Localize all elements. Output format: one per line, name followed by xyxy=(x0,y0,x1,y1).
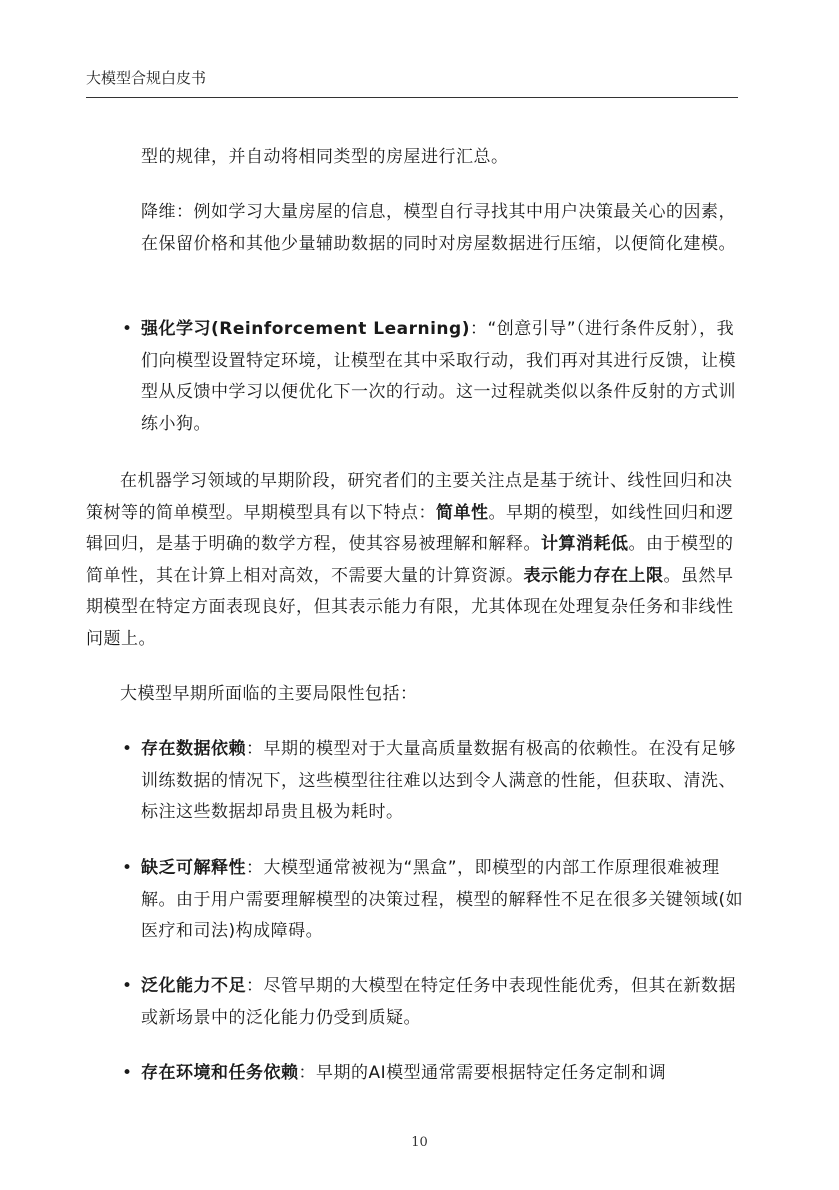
paragraph-dimension-reduction xyxy=(141,197,747,260)
paragraph-text: 。早期的模型，如线性回归和逻辑回归，是基于明确的数学方程，使其容易被理解和解释。 xyxy=(86,502,734,554)
paragraph-early-models xyxy=(86,466,748,655)
bullet-title: 强化学习(Reinforcement Learning) xyxy=(141,319,470,339)
emphasis-simplicity: 简单性 xyxy=(436,502,489,523)
bullet-title: 缺乏可解释性 xyxy=(141,858,246,878)
bullet-marker: • xyxy=(122,739,133,759)
paragraph-text: 型的规律，并自动将相同类型的房屋进行汇总。 xyxy=(141,147,509,167)
bullet-marker: • xyxy=(122,858,133,878)
paragraph-text: 。由于模型的简单性，其在计算上相对高效，不需要大量的计算资源。 xyxy=(86,534,734,586)
bullet-text: ：早期的模型对于大量高质量数据有极高的依赖性。在没有足够训练数据的情况下，这些模型往往难以达到令人满意的性能，但获取、清洗、标注这些数据却昂贵且极为耗时。 xyxy=(141,739,736,822)
bullet-text: ：早期的AI模型通常需要根据特定任务定制和调 xyxy=(298,1063,667,1083)
header-divider xyxy=(86,97,738,98)
bullet-marker: • xyxy=(122,319,133,339)
bullet-interpretability xyxy=(122,853,747,948)
paragraph-clustering-continued xyxy=(141,142,747,174)
bullet-marker: • xyxy=(122,1063,133,1083)
paragraph-limitations-intro xyxy=(120,679,748,711)
bullet-text: ：“创意引导”（进行条件反射），我们向模型设置特定环境，让模型在其中采取行动，我们再对其进行反馈，让模型从反馈中学习以便优化下一次的行动。这一过程就类似以条件反射的方式训练小狗。 xyxy=(141,319,736,434)
paragraph-text: 降维：例如学习大量房屋的信息，模型自行寻找其中用户决策最关心的因素，在保留价格和其他少量辅助数据的同时对房屋数据进行压缩，以便简化建模。 xyxy=(141,202,736,254)
bullet-environment-dependency xyxy=(122,1058,747,1090)
bullet-title: 泛化能力不足 xyxy=(141,976,246,996)
emphasis-limited-representation: 表示能力存在上限 xyxy=(523,565,664,586)
paragraph-text: 大模型早期所面临的主要局限性包括： xyxy=(120,684,418,704)
bullet-text: ：尽管早期的大模型在特定任务中表现性能优秀，但其在新数据或新场景中的泛化能力仍受到质疑。 xyxy=(141,976,736,1028)
bullet-reinforcement-learning xyxy=(122,314,747,440)
emphasis-low-compute: 计算消耗低 xyxy=(541,534,629,554)
running-header: 大模型合规白皮书 xyxy=(86,69,207,87)
bullet-title: 存在数据依赖 xyxy=(141,739,246,759)
paragraph-text: 。虽然早期模型在特定方面表现良好，但其表示能力有限，尤其体现在处理复杂任务和非线性问题上。 xyxy=(86,565,734,649)
page-number: 10 xyxy=(411,1135,428,1150)
bullet-title: 存在环境和任务依赖 xyxy=(141,1063,299,1083)
bullet-marker: • xyxy=(122,976,133,996)
bullet-data-dependency xyxy=(122,734,747,829)
bullet-generalization xyxy=(122,971,747,1034)
bullet-text: ：大模型通常被视为“黑盒”，即模型的内部工作原理很难被理解。由于用户需要理解模型的决策过程，模型的解释性不足在很多关键领域(如医疗和司法)构成障碍。 xyxy=(141,858,744,941)
paragraph-text: 在机器学习领域的早期阶段，研究者们的主要关注点是基于统计、线性回归和决策树等的简单模型。早期模型具有以下特点： xyxy=(86,471,733,523)
